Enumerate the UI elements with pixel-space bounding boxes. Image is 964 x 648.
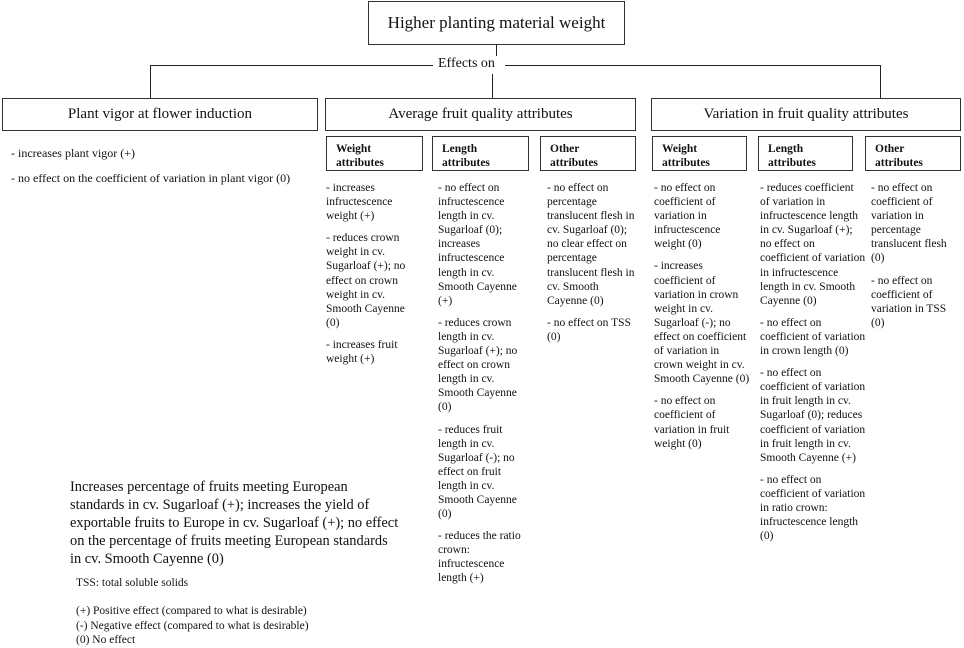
list-item: - increases plant vigor (+): [11, 146, 136, 160]
root-title-box: [368, 1, 625, 45]
list-item: - no effect on coefficient of variation in crown length (0): [760, 316, 866, 358]
avg-other-title-2: attributes: [550, 157, 598, 169]
variation-quality-header: [651, 98, 961, 131]
list-item: - increases coefficient of variation in crown weight in cv. Sugarloaf (-); no effect on coefficient of variation in crown weight in cv. Smooth Cayenne (0): [654, 260, 750, 386]
avg-weight-list: [326, 181, 416, 374]
list-item: - reduces fruit length in cv. Sugarloaf (-); no effect on fruit length in cv. Smooth Cayenne (0): [438, 423, 517, 521]
avg-length-subheader: [432, 136, 529, 171]
effects-label: Effects on: [438, 56, 495, 71]
avg-other-list: [547, 181, 641, 352]
list-item: - no effect on coefficient of variation in infructescence weight (0): [654, 182, 721, 251]
avg-length-list: [438, 181, 532, 594]
list-item: - no effect on the coefficient of variation in plant vigor (0): [11, 171, 291, 185]
legend-negative: (-) Negative effect (compared to what is desirable): [76, 620, 309, 632]
avg-weight-subheader: [326, 136, 423, 171]
root-title: Higher planting material weight: [387, 13, 606, 32]
avg-weight-title-2: attributes: [336, 157, 384, 169]
legend-no-effect: (0) No effect: [76, 634, 136, 646]
avg-weight-title-1: Weight: [336, 143, 372, 155]
average-quality-header: [325, 98, 636, 131]
list-item: - no effect on coefficient of variation in fruit length in cv. Sugarloaf (0); reduces coefficient of variation in fruit length in cv. Smooth Cayenne (+): [760, 367, 866, 464]
average-quality-title: Average fruit quality attributes: [388, 106, 573, 122]
var-other-title-1: Other: [875, 143, 905, 155]
var-weight-title-2: attributes: [662, 157, 710, 169]
plant-vigor-list: [11, 146, 321, 193]
var-weight-list: [654, 181, 750, 459]
list-item: - no effect on coefficient of variation in ratio crown: infructescence length (0): [760, 473, 866, 543]
connector-drop-vigor: [150, 65, 151, 98]
list-item: - no effect on coefficient of variation in fruit weight (0): [654, 395, 730, 450]
plant-vigor-title: Plant vigor at flower induction: [67, 106, 253, 122]
legend-positive: (+) Positive effect (compared to what is desirable): [76, 605, 307, 617]
variation-quality-title: Variation in fruit quality attributes: [703, 106, 909, 122]
avg-other-subheader: [540, 136, 636, 171]
list-item: - increases infructescence weight (+): [326, 182, 393, 223]
connector-drop-average: [492, 74, 493, 98]
list-item: - no effect on coefficient of variation in percentage translucent flesh (0): [871, 182, 947, 265]
plant-vigor-header: [2, 98, 318, 131]
avg-length-title-2: attributes: [442, 157, 490, 169]
list-item: - no effect on coefficient of variation in TSS (0): [871, 274, 947, 329]
var-length-subheader: [758, 136, 853, 171]
avg-other-title-1: Other: [550, 143, 580, 155]
list-item: - reduces crown length in cv. Sugarloaf (+); no effect on crown length in cv. Smooth Cayenne (0): [438, 316, 518, 414]
list-item: - no effect on percentage translucent flesh in cv. Sugarloaf (0); no clear effect on percentage translucent flesh in cv. Smooth Cayenne (0): [547, 182, 635, 307]
var-other-subheader: [865, 136, 961, 171]
var-weight-subheader: [652, 136, 747, 171]
european-standards-note: Increases percentage of fruits meeting European standards in cv. Sugarloaf (+); increases the yield of exportable fruits to Europe in cv. Sugarloaf (+); no effect on the percentage of fruits meeting European standards in cv. Smooth Cayenne (0): [70, 479, 399, 567]
var-length-list: [760, 181, 866, 551]
var-other-list: [871, 181, 961, 338]
connector-horizontal-left: [150, 65, 433, 66]
connector-horizontal-right: [505, 65, 881, 66]
var-weight-title-1: Weight: [662, 143, 698, 155]
var-length-title-2: attributes: [768, 157, 816, 169]
var-length-title-1: Length: [768, 143, 804, 155]
list-item: - increases fruit weight (+): [326, 338, 398, 366]
avg-length-title-1: Length: [442, 143, 478, 155]
var-other-title-2: attributes: [875, 157, 923, 169]
list-item: - reduces crown weight in cv. Sugarloaf (+); no effect on crown weight in cv. Smooth Cayenne (0): [326, 232, 406, 329]
connector-drop-variation: [880, 65, 881, 98]
list-item: - no effect on infructescence length in cv. Sugarloaf (0); increases infructescence length in cv. Smooth Cayenne (+): [438, 182, 517, 307]
list-item: - reduces the ratio crown: infructescence length (+): [438, 530, 521, 585]
legend-tss: TSS: total soluble solids: [76, 577, 189, 589]
list-item: - no effect on TSS (0): [547, 316, 631, 343]
list-item: - reduces coefficient of variation in infructescence length in cv. Sugarloaf (+); no effect on coefficient of variation in infructescence length in cv. Smooth Cayenne (0): [760, 182, 866, 307]
